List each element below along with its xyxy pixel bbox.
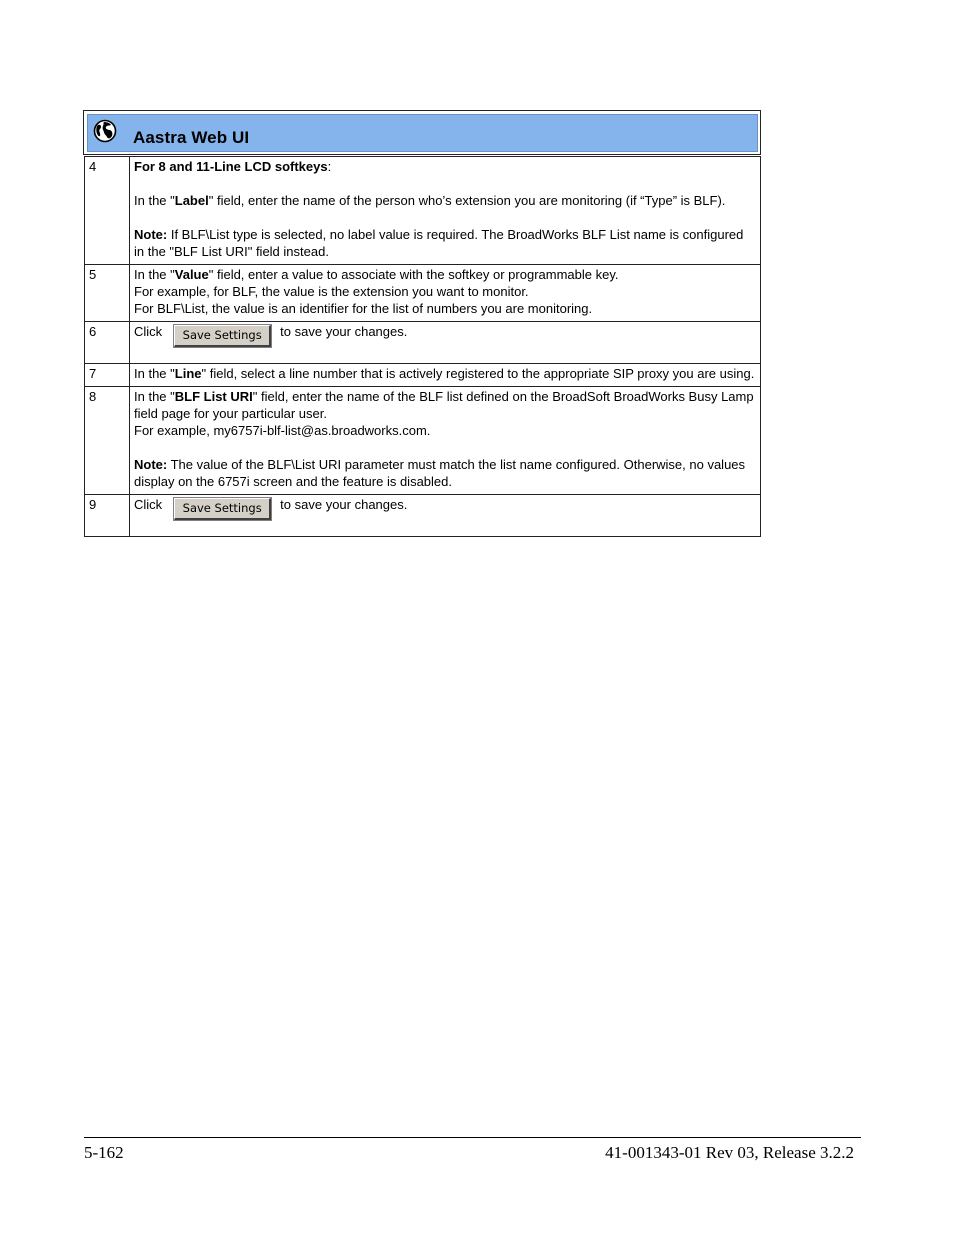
step-content: For 8 and 11-Line LCD softkeys: In the "Label" field, enter the name of the person who’s extension you are monitoring (if “Type” is BLF). Note: If BLF\List type is selected, no label value is required. The BroadWorks BLF List name is configured in the "BLF List URI" field instead.	[130, 157, 761, 265]
footer-divider	[84, 1137, 861, 1138]
table-row	[85, 322, 761, 364]
panel-title: Aastra Web UI	[133, 128, 250, 147]
step-paragraph: In the "BLF List URI" field, enter the name of the BLF list defined on the BroadSoft BroadWorks Busy Lamp field page for your particular user.	[134, 389, 754, 421]
step-paragraph: In the "Value" field, enter a value to associate with the softkey or programmable key.	[134, 267, 619, 282]
step-content: Click Save Settings to save your changes.	[130, 322, 761, 364]
step-line: For BLF\List, the value is an identifier for the list of numbers you are monitoring.	[134, 301, 593, 316]
step-number: 4	[85, 157, 130, 265]
step-note: Note: If BLF\List type is selected, no label value is required. The BroadWorks BLF List name is configured in the "BLF List URI" field instead.	[134, 227, 744, 259]
step-content	[130, 265, 761, 322]
table-row	[85, 387, 761, 495]
step-number: 5	[85, 265, 130, 322]
table-row	[85, 265, 761, 322]
save-settings-button[interactable]: Save Settings	[174, 498, 271, 520]
step-number: 9	[85, 495, 130, 537]
step-number: 8	[85, 387, 130, 495]
step-paragraph: In the "Label" field, enter the name of the person who’s extension you are monitoring (if “Type” is BLF).	[134, 193, 726, 208]
panel-header	[87, 114, 758, 152]
step-number: 6	[85, 322, 130, 364]
aastra-web-ui-panel	[83, 110, 761, 155]
step-content	[130, 387, 761, 495]
page-number: 5-162	[84, 1143, 124, 1162]
table-row	[85, 495, 761, 537]
step-heading: For 8 and 11-Line LCD softkeys	[134, 159, 328, 174]
document-id: 41-001343-01 Rev 03, Release 3.2.2	[605, 1143, 854, 1162]
step-paragraph: In the "Line" field, select a line number that is actively registered to the appropriate SIP proxy you are using.	[134, 366, 755, 381]
table-row	[85, 157, 761, 265]
step-number: 7	[85, 364, 130, 387]
globe-icon	[92, 118, 118, 144]
procedure-table	[84, 156, 761, 537]
step-note: Note: The value of the BLF\List URI parameter must match the list name configured. Otherwise, no values display on the 6757i screen and the feature is disabled.	[134, 457, 746, 489]
step-line: For example, for BLF, the value is the extension you want to monitor.	[134, 284, 529, 299]
step-line: For example, my6757i-blf-list@as.broadworks.com.	[134, 423, 431, 438]
save-settings-button[interactable]: Save Settings	[174, 325, 271, 347]
step-content: Click Save Settings to save your changes.	[130, 495, 761, 537]
step-content	[130, 364, 761, 387]
table-row	[85, 364, 761, 387]
